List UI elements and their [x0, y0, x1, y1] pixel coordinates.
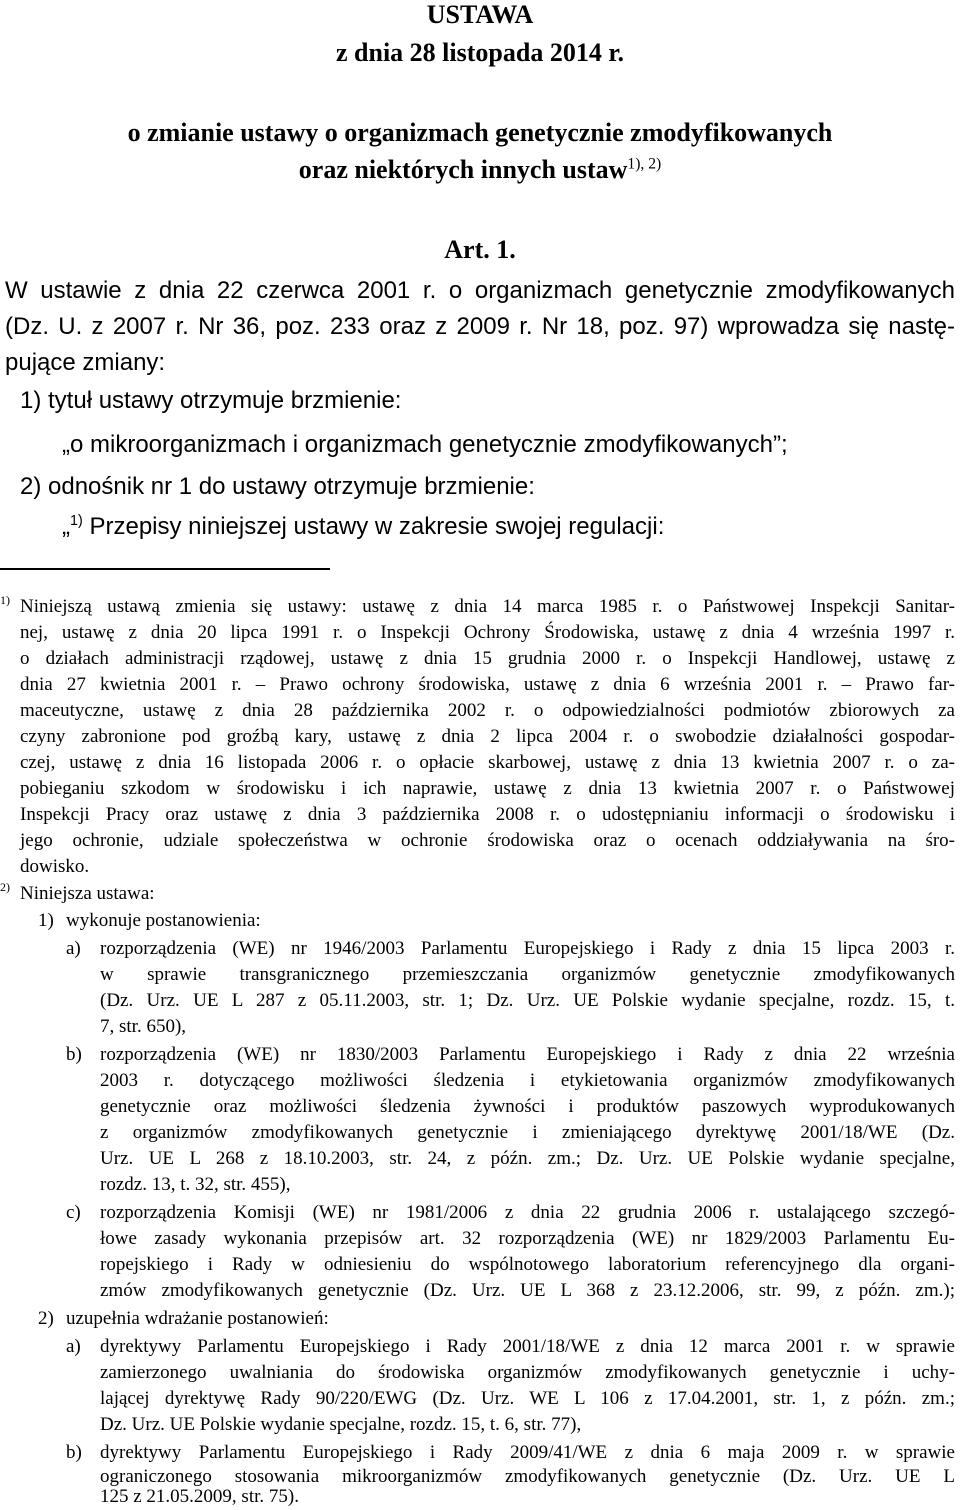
footnote-2-item-2-label: 2) [38, 1308, 54, 1329]
footnote-2-c-label: c) [66, 1202, 81, 1223]
footnote-2-c-line: ropejskiego i Rady w odniesieniu do wspólnotowego laboratorium referencyjnego dla organi- [100, 1254, 955, 1275]
act-footnote-refs: 1), 2) [627, 155, 662, 173]
footnote-2-a-label: a) [66, 938, 81, 959]
footnote-2-a2-line: Dz. Urz. UE Polskie wydanie specjalne, rozdz. 15, t. 6, str. 77), [100, 1414, 582, 1435]
article-intro-line-1: W ustawie z dnia 22 czerwca 2001 r. o organizmach genetycznie zmodyfikowanych [5, 277, 955, 304]
footnote-2-a-line: (Dz. Urz. UE L 287 z 05.11.2003, str. 1; Dz. Urz. UE Polskie wydanie specjalne, rozdz. 15, t. [100, 990, 955, 1011]
footnote-2-b-label: b) [66, 1044, 82, 1065]
footnote-2-b-line: rozporządzenia (WE) nr 1830/2003 Parlamentu Europejskiego i Rady z dnia 22 września [100, 1044, 955, 1065]
footnote-2-b-line: Urz. UE L 268 z 18.10.2003, str. 24, z późn. zm.; Dz. Urz. UE Polskie wydanie specjalne, [100, 1148, 955, 1169]
footnote-2-item-1-text: wykonuje postanowienia: [66, 910, 261, 931]
footnote-separator [0, 568, 330, 570]
quote-text: Przepisy niniejszej ustawy w zakresie swojej regulacji: [89, 513, 665, 540]
amendment-point-1: 1) tytuł ustawy otrzymuje brzmienie: [20, 387, 402, 414]
amendment-point-2-quote [62, 512, 664, 542]
footnote-2-c-line: rozporządzenia Komisji (WE) nr 1981/2006 z dnia 22 grudnia 2006 r. ustalającego szczegó- [100, 1202, 955, 1223]
footnote-2-b-line: 2003 r. dotyczącego możliwości śledzenia i etykietowania organizmów zmodyfikowanych [100, 1070, 955, 1091]
footnote-2-a2-line: zamierzonego uwalniania do środowiska organizmów zmodyfikowanych genetycznie i uchy- [100, 1362, 955, 1383]
footnote-1-line: Inspekcji Pracy oraz ustawę z dnia 3 października 2008 r. o udostępnianiu informacji o środowisku i [20, 804, 955, 825]
footnote-2-a2-line: dyrektywy Parlamentu Europejskiego i Rady 2001/18/WE z dnia 12 marca 2001 r. w sprawie [100, 1336, 955, 1357]
footnote-1-line: czyny zabronione pod groźbą kary, ustawę z dnia 2 lipca 2004 r. o swobodzie działalności gospodar- [20, 726, 955, 747]
footnote-2-a2-line: lającej dyrektywę Rady 90/220/EWG (Dz. Urz. WE L 106 z 17.04.2001, str. 1, z późn. zm.; [100, 1388, 955, 1409]
footnote-1-line: pobieganiu szkodom w środowisku i ich naprawie, ustawę z dnia 13 kwietnia 2007 r. o Państwowej [20, 778, 955, 799]
article-heading: Art. 1. [444, 235, 516, 264]
footnote-1-line: dnia 27 kwietnia 2001 r. – Prawo ochrony środowiska, ustawę z dnia 6 września 2001 r. – Prawo far- [20, 674, 955, 695]
amendment-point-1-quote: „o mikroorganizmach i organizmach genetycznie zmodyfikowanych”; [62, 431, 788, 458]
footnote-1-marker: 1) [0, 593, 10, 607]
footnote-2-a-line: 7, str. 650), [100, 1016, 187, 1037]
footnote-2-b2-label: b) [66, 1442, 82, 1463]
footnote-1-line: maceutyczne, ustawę z dnia 28 października 2002 r. o odpowiedzialności podmiotów zbiorowych za [20, 700, 955, 721]
footnote-2-c-line: łowe zasady wykonania przepisów art. 32 rozporządzenia (WE) nr 1829/2003 Parlamentu Eu- [100, 1228, 955, 1249]
quote-open-mark: „ [62, 513, 70, 540]
footnote-1-line: dowisko. [20, 856, 90, 877]
quote-footnote-ref: 1) [70, 513, 83, 529]
act-subject-line-2 [0, 155, 960, 185]
footnote-2-b2-line: 125 z 21.05.2009, str. 75). [100, 1486, 299, 1507]
footnote-2-a2-label: a) [66, 1336, 81, 1357]
act-date: z dnia 28 listopada 2014 r. [336, 38, 624, 67]
footnote-2-item-1-label: 1) [38, 910, 54, 931]
footnote-2-b2-line: dyrektywy Parlamentu Europejskiego i Rady 2009/41/WE z dnia 6 maja 2009 r. w sprawie [100, 1442, 955, 1463]
act-title: USTAWA [426, 0, 534, 29]
article-intro-line-3: pujące zmiany: [5, 349, 166, 376]
footnote-1-line: jego ochronie, udziale społeczeństwa w ochronie środowiska oraz o ocenach oddziaływania na śro- [20, 830, 955, 851]
footnote-2-a-line: w sprawie transgranicznego przemieszczania organizmów genetycznie zmodyfikowanych [100, 964, 955, 985]
footnote-2-b-line: rozdz. 13, t. 32, str. 455), [100, 1174, 291, 1195]
footnote-2-b-line: genetycznie oraz możliwości śledzenia żywności i produktów paszowych wyprodukowanych [100, 1096, 955, 1117]
footnote-2-b-line: z organizmów zmodyfikowanych genetycznie i zmieniającego dyrektywę 2001/18/WE (Dz. [100, 1122, 955, 1143]
act-subject-line-2-text: oraz niektórych innych ustaw [298, 155, 628, 184]
footnote-1-line: czej, ustawę z dnia 16 listopada 2006 r. o opłacie skarbowej, ustawę z dnia 13 kwietnia 2007 r. o za- [20, 752, 955, 773]
footnote-1-line: o działach administracji rządowej, ustawę z dnia 15 grudnia 2000 r. o Inspekcji Handlowej, ustawę z [20, 648, 955, 669]
act-subject-line-1: o zmianie ustawy o organizmach genetycznie zmodyfikowanych [127, 118, 833, 147]
footnote-2-intro: Niniejsza ustawa: [20, 883, 155, 904]
footnote-2-item-2-text: uzupełnia wdrażanie postanowień: [66, 1308, 329, 1329]
footnote-2-c-line: zmów zmodyfikowanych genetycznie (Dz. Urz. UE L 368 z 23.12.2006, str. 99, z późn. zm.); [100, 1280, 955, 1301]
footnote-2-marker: 2) [0, 880, 10, 894]
footnote-2-b2-line: ograniczonego stosowania mikroorganizmów zmodyfikowanych genetycznie (Dz. Urz. UE L [100, 1466, 955, 1487]
footnote-1-line: nej, ustawę z dnia 20 lipca 1991 r. o Inspekcji Ochrony Środowiska, ustawę z dnia 4 września 1997 r. [20, 622, 955, 643]
article-intro-line-2: (Dz. U. z 2007 r. Nr 36, poz. 233 oraz z 2009 r. Nr 18, poz. 97) wprowadza się nastę- [5, 313, 955, 340]
footnote-2-a-line: rozporządzenia (WE) nr 1946/2003 Parlamentu Europejskiego i Rady z dnia 15 lipca 2003 r. [100, 938, 955, 959]
footnote-1-line: Niniejszą ustawą zmienia się ustawy: ustawę z dnia 14 marca 1985 r. o Państwowej Inspekcji Sanitar- [20, 596, 955, 617]
amendment-point-2: 2) odnośnik nr 1 do ustawy otrzymuje brzmienie: [20, 473, 535, 500]
